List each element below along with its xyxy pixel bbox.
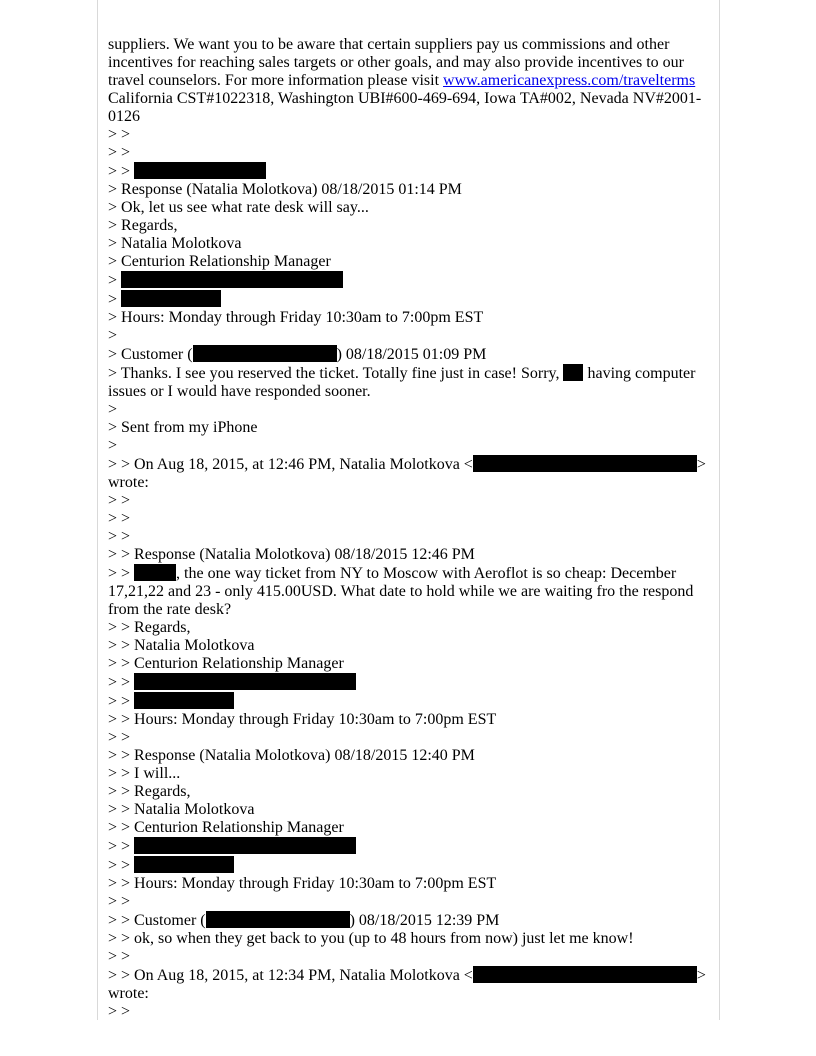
response-header: > > Response (Natalia Molotkova) 08/18/2015 12:40 PM xyxy=(108,747,475,764)
left-margin-rule xyxy=(97,0,98,1020)
sent-from: > Sent from my iPhone xyxy=(108,419,258,436)
response-header: > > Response (Natalia Molotkova) 08/18/2015 12:46 PM xyxy=(108,546,475,563)
quote-line: > > xyxy=(108,729,131,746)
redaction-bar xyxy=(134,564,176,581)
quote-line: > > xyxy=(108,492,131,509)
redaction-bar xyxy=(121,290,221,307)
quote-line: > xyxy=(108,327,118,344)
response-body: > > I will... xyxy=(108,765,181,782)
quote-line: > > xyxy=(108,948,131,965)
redaction-bar xyxy=(134,673,356,690)
signature-name: > > Natalia Molotkova xyxy=(108,637,255,654)
redaction-bar xyxy=(134,162,266,179)
signature-regards: > > Regards, xyxy=(108,783,191,800)
quote-line: > > xyxy=(108,126,131,143)
redaction-bar xyxy=(563,364,583,381)
signature-regards: > Regards, xyxy=(108,217,178,234)
redaction-bar xyxy=(206,911,350,928)
quote-line: > > xyxy=(108,510,131,527)
signature-title: > > Centurion Relationship Manager xyxy=(108,655,344,672)
redaction-bar xyxy=(134,837,356,854)
customer-body: > > ok, so when they get back to you (up to 48 hours from now) just let me know! xyxy=(108,930,634,947)
redaction-bar xyxy=(121,271,343,288)
right-margin-rule xyxy=(719,0,720,1020)
signature-name: > Natalia Molotkova xyxy=(108,235,242,252)
redaction-bar xyxy=(473,455,697,472)
signature-title: > > Centurion Relationship Manager xyxy=(108,819,344,836)
quote-line: > xyxy=(108,401,118,418)
quote-line: > > xyxy=(108,528,131,545)
response-header: > Response (Natalia Molotkova) 08/18/2015 01:14 PM xyxy=(108,181,462,198)
quote-line: > > xyxy=(108,837,708,856)
redaction-bar xyxy=(473,966,697,983)
quote-line: > > xyxy=(108,1003,131,1020)
quote-line: > xyxy=(108,290,708,309)
customer-header: > > Customer ( ) 08/18/2015 12:39 PM xyxy=(108,912,500,929)
redaction-bar xyxy=(134,856,234,873)
signature-hours: > > Hours: Monday through Friday 10:30am to 7:00pm EST xyxy=(108,875,497,892)
quote-line: > xyxy=(108,437,118,454)
wrote-label: wrote: xyxy=(108,474,149,491)
quote-line: > > xyxy=(108,692,708,711)
response-body: > Ok, let us see what rate desk will say... xyxy=(108,199,369,216)
quote-line: > > xyxy=(108,893,131,910)
on-wrote-line: > > On Aug 18, 2015, at 12:34 PM, Natalia Molotkova < > xyxy=(108,967,706,984)
signature-hours: > Hours: Monday through Friday 10:30am to 7:00pm EST xyxy=(108,309,484,326)
quote-line: > > xyxy=(108,856,708,875)
license-numbers: California CST#1022318, Washington UBI#600-469-694, Iowa TA#002, Nevada NV#2001-0126 xyxy=(108,90,702,125)
disclosure-paragraph: suppliers. We want you to be aware that certain suppliers pay us commissions and other incentives for reaching sales targets or other goals, and may also provide incentives to our travel counselors. For more information please visit www.americanexpress.com/travelterms xyxy=(108,36,696,89)
wrote-label: wrote: xyxy=(108,985,149,1002)
signature-name: > > Natalia Molotkova xyxy=(108,801,255,818)
quote-line: > > xyxy=(108,162,708,181)
redaction-bar xyxy=(193,345,337,362)
redaction-bar xyxy=(134,692,234,709)
signature-title: > Centurion Relationship Manager xyxy=(108,253,331,270)
email-thread xyxy=(108,36,708,1021)
on-wrote-line: > > On Aug 18, 2015, at 12:46 PM, Natalia Molotkova < > xyxy=(108,456,706,473)
response-body: > > , the one way ticket from NY to Moscow with Aeroflot is so cheap: December 17,21,22 and 23 - only 415.00USD. What date to hold while we are waiting fro the respond from the rate desk? xyxy=(108,565,698,618)
quote-line: > > xyxy=(108,144,131,161)
travel-terms-link[interactable]: www.americanexpress.com/travelterms xyxy=(443,72,696,89)
signature-regards: > > Regards, xyxy=(108,619,191,636)
customer-header: > Customer ( ) 08/18/2015 01:09 PM xyxy=(108,346,487,363)
quote-line: > > xyxy=(108,673,708,692)
quote-line: > xyxy=(108,271,708,290)
customer-body: > Thanks. I see you reserved the ticket. Totally fine just in case! Sorry, having computer issues or I would have responded sooner. xyxy=(108,365,700,400)
signature-hours: > > Hours: Monday through Friday 10:30am to 7:00pm EST xyxy=(108,711,497,728)
